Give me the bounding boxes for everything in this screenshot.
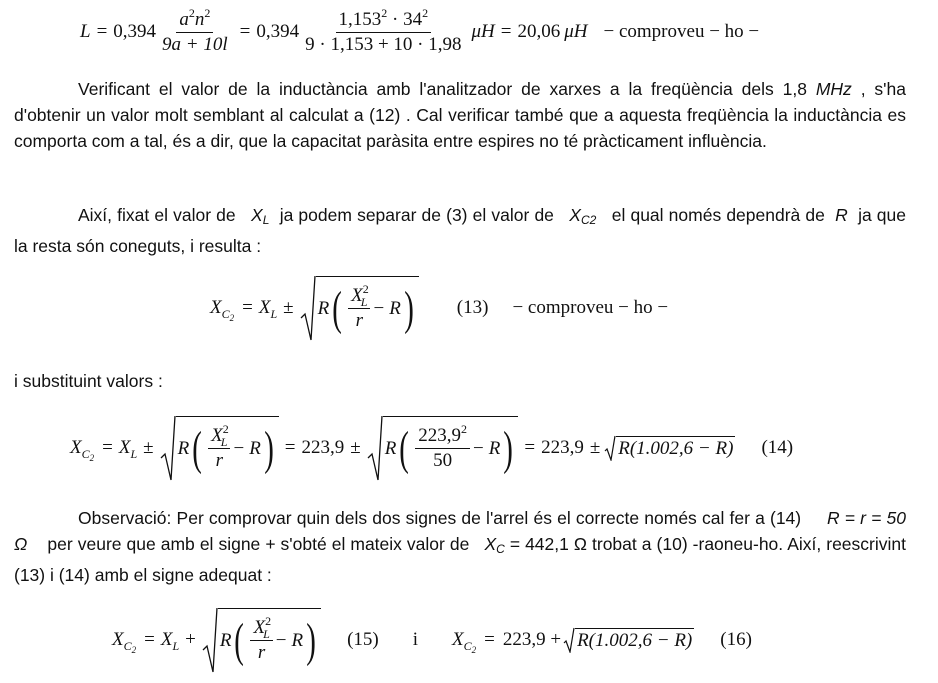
eq-top-equals-1: = xyxy=(96,21,108,42)
eq14-equals-2: = xyxy=(284,437,296,458)
eq14-sqrt-1: R ( $\frac{X^2_L}{r}$ − R ) xyxy=(160,414,279,482)
eq-top-coef-2: 0,394 xyxy=(256,21,300,42)
para4-value: = 442,1 Ω xyxy=(509,534,587,554)
frac2-num-b: 34 xyxy=(403,8,423,30)
eq16-equals: = xyxy=(484,629,495,650)
para2-var-r: R xyxy=(835,205,848,225)
paragraph-substituint xyxy=(14,368,906,394)
para2-text-d: ja que la resta són coneguts, i resulta : xyxy=(14,205,907,256)
eq16-sqrt: R(1.002,6 − R) xyxy=(563,627,694,653)
eq14-equals-1: = xyxy=(102,437,113,458)
eq13-lhs: $X_{C_2}$ xyxy=(210,297,235,323)
eq13-pm: ± xyxy=(283,297,294,318)
eq14-label: (14) xyxy=(761,437,794,458)
equation-14 xyxy=(70,412,793,484)
eq14-fraction-2: $\frac{223,9^2}{50}$ xyxy=(415,424,470,473)
equation-13 xyxy=(210,272,668,344)
eq15-fraction: $\frac{X^2_L}{r}$ xyxy=(250,616,272,665)
eq13-equals: = xyxy=(242,297,253,318)
paragraph-observacio xyxy=(14,505,906,588)
eq15-label: (15) xyxy=(347,629,379,650)
eq-top-note: − comproveu − ho − xyxy=(603,21,760,42)
frac2-num-exp1: 2 xyxy=(381,5,388,20)
eq14-sqrt-2: R ( $\frac{223,9^2}{50}$ − R ) xyxy=(367,414,519,482)
paragraph-fixat xyxy=(14,202,906,259)
para4-var-xc: $X_C$ xyxy=(484,534,505,556)
eq13-sqrt: R ( $\frac{X^2_L}{r}$ − R ) xyxy=(300,274,419,342)
eq16-label: (16) xyxy=(720,629,752,650)
eq-top-fraction-2 xyxy=(302,5,464,57)
eq-top-unit-1: μH xyxy=(471,21,495,42)
equation-inductance xyxy=(80,4,759,60)
eq13-note: − comproveu − ho − xyxy=(512,297,669,318)
eq13-minus: − xyxy=(373,297,385,319)
eq14-fraction-1: $\frac{X^2_L}{r}$ xyxy=(208,424,230,473)
frac1-num-exp2: 2 xyxy=(204,5,211,20)
para4-text-c: trobat a (10) -raoneu-ho. Així, reescrivint (13) i (14) amb el signe adequat : xyxy=(14,534,906,585)
eq14-xl: $X_L$ xyxy=(118,437,138,461)
eq15-lhs: $X_{C_2}$ xyxy=(112,629,137,655)
eq-top-equals-2: = xyxy=(239,21,251,42)
eq14-lhs: $X_{C_2}$ xyxy=(70,437,95,463)
eq14-pm-3: ± xyxy=(589,437,601,458)
para1-text-a: Verificant el valor de la inductància amb l'analitzador de xarxes a la freqüència dels 1,8 xyxy=(78,79,807,99)
para4-text-b: per veure que amb el signe + s'obté el mateix valor de xyxy=(47,534,470,554)
eq14-val-1: 223,9 xyxy=(301,437,345,458)
eq14-equals-3: = xyxy=(524,437,536,458)
eq14-sqrt-3: R(1.002,6 − R) xyxy=(604,435,735,461)
eq13-fraction: $\frac{X^2_L}{r}$ xyxy=(348,284,370,333)
frac2-den: 9 · 1,153 + 10 · 1,98 xyxy=(305,33,462,55)
eq16-val: 223,9 + xyxy=(502,629,562,650)
para3-text: i substituint valors : xyxy=(14,371,163,391)
eq13-label: (13) xyxy=(456,297,489,318)
para2-text-b: ja podem separar de (3) el valor de xyxy=(279,205,554,225)
paragraph-verification xyxy=(14,76,906,154)
frac2-num-exp2: 2 xyxy=(422,5,429,20)
para2-text-a: Així, fixat el valor de xyxy=(78,205,236,225)
eq-top-coef-1: 0,394 xyxy=(113,21,157,42)
eq15-conj: i xyxy=(412,629,418,650)
eq14-val-2: 223,9 xyxy=(541,437,584,458)
para1-text-b: , s'ha d'obtenir un valor molt semblant al calculat a (12) . Cal verificar també que a aquesta freqüència la inductància es comporta com a tal, és a dir, que la capacitat paràsita entre espires no té pràcticament influència. xyxy=(14,79,906,151)
eq13-xl: $X_L$ xyxy=(258,297,278,321)
eq13-r: R xyxy=(317,297,330,319)
para2-var-xc2: $X_{C2}$ xyxy=(569,205,597,227)
eq-top-unit-2: μH xyxy=(564,21,588,42)
eq14-pm-2: ± xyxy=(350,437,361,458)
eq-top-lhs: L xyxy=(80,21,91,42)
eq13-r2: R xyxy=(389,297,401,319)
para1-unit: MHz xyxy=(815,79,852,99)
eq15-sqrt: R ( $\frac{X^2_L}{r}$ − R ) xyxy=(202,606,321,674)
frac2-num-dot: · xyxy=(392,8,399,30)
para4-text-a: Observació: Per comprovar quin dels dos signes de l'arrel és el correcte només cal fer a (14) xyxy=(78,508,802,528)
eq-top-fraction-1 xyxy=(159,5,231,57)
frac1-num-n: n xyxy=(194,8,205,30)
eq14-pm-1: ± xyxy=(143,437,154,458)
para2-var-xl: $X_L$ xyxy=(251,205,270,227)
frac1-num-a: a xyxy=(179,8,189,30)
frac1-num-exp1: 2 xyxy=(188,5,195,20)
para2-text-c: el qual només dependrà de xyxy=(611,205,825,225)
equation-15-16 xyxy=(112,604,752,676)
frac2-num-a: 1,153 xyxy=(338,8,382,30)
eq15-equals: = xyxy=(144,629,155,650)
eq16-lhs: $X_{C_2}$ xyxy=(452,629,477,655)
eq15-xl: $X_L$ xyxy=(160,629,180,653)
para4-condition: R = r = 50 Ω xyxy=(14,508,907,554)
frac1-den: 9a + 10l xyxy=(162,33,228,55)
eq-top-equals-3: = xyxy=(500,21,512,42)
eq15-plus: + xyxy=(185,629,196,650)
eq-top-result: 20,06 xyxy=(517,21,561,42)
